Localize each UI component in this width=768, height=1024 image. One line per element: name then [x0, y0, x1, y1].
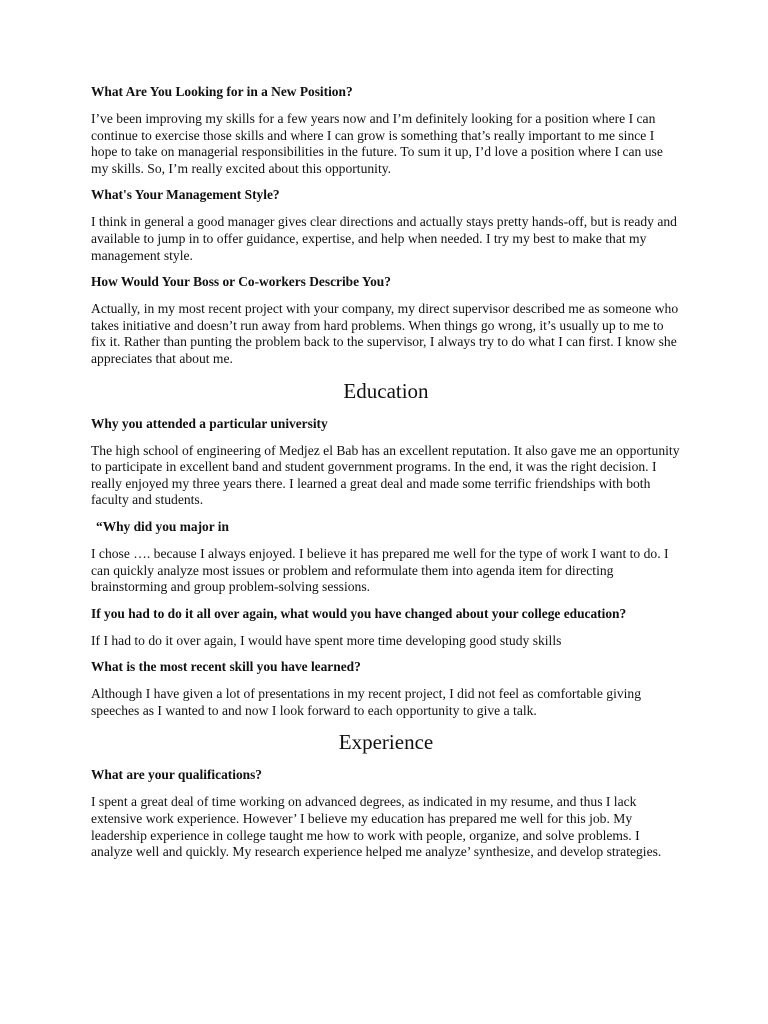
- answer-boss-describe: Actually, in my most recent project with your company, my direct supervisor described me as someone who takes initiative and doesn’t run away from hard problems. When things go wrong, it’s usually up to me to fix it. Rather than punting the problem back to the supervisor, I always try to do what I can first. I know she appreciates that about me.: [91, 301, 679, 366]
- question-management-style: What's Your Management Style?: [91, 187, 280, 203]
- question-university: Why you attended a particular university: [91, 415, 328, 431]
- section-heading-education: Education: [343, 378, 429, 403]
- answer-college-change: If I had to do it over again, I would have spent more time developing good study skills: [91, 632, 562, 648]
- question-recent-skill: What is the most recent skill you have learned?: [91, 659, 361, 675]
- answer-management-style: I think in general a good manager gives clear directions and actually stays pretty hands-off, but is ready and available to jump in to offer guidance, expertise, and help when needed. I try my best to make that my management style.: [91, 214, 677, 263]
- answer-major: I chose …. because I always enjoyed. I believe it has prepared me well for the type of work I want to do. I can quickly analyze most issues or problem and reformulate them into agenda item for directing brainstorming and group problem-solving sessions.: [91, 545, 669, 595]
- question-college-change: If you had to do it all over again, what would you have changed about your college education?: [91, 605, 627, 621]
- section-heading-experience: Experience: [338, 730, 434, 755]
- answer-university: The high school of engineering of Medjez el Bab has an excellent reputation. It also gave me an opportunity to participate in excellent band and student government programs. In the end, it was the right decision. I really enjoyed my three years there. I learned a great deal and made some terrific friendships with both faculty and students.: [91, 442, 680, 508]
- answer-recent-skill: Although I have given a lot of presentations in my recent project, I did not feel as comfortable giving speeches as I wanted to and now I look forward to each opportunity to give a talk.: [91, 686, 642, 718]
- question-boss-describe: How Would Your Boss or Co-workers Describe You?: [91, 274, 391, 290]
- question-qualifications: What are your qualifications?: [91, 767, 262, 783]
- answer-new-position: I’ve been improving my skills for a few years now and I’m definitely looking for a position where I can continue to exercise those skills and where I can grow is something that’s really important to me since I hope to take on managerial responsibilities in the future. To sum it up, I’d love a position where I can use my skills. So, I’m really excited about this opportunity.: [91, 111, 663, 176]
- document-page: [91, 84, 681, 871]
- answer-qualifications: I spent a great deal of time working on advanced degrees, as indicated in my resume, and thus I lack extensive work experience. However’ I believe my education has prepared me well for this job. My leadership experience in college taught me how to work with people, organize, and solve problems. I analyze well and quickly. My research experience helped me analyze’ synthesize, and develop strategies.: [91, 794, 662, 860]
- question-new-position: What Are You Looking for in a New Position?: [91, 84, 353, 99]
- question-major: “Why did you major in: [96, 518, 229, 534]
